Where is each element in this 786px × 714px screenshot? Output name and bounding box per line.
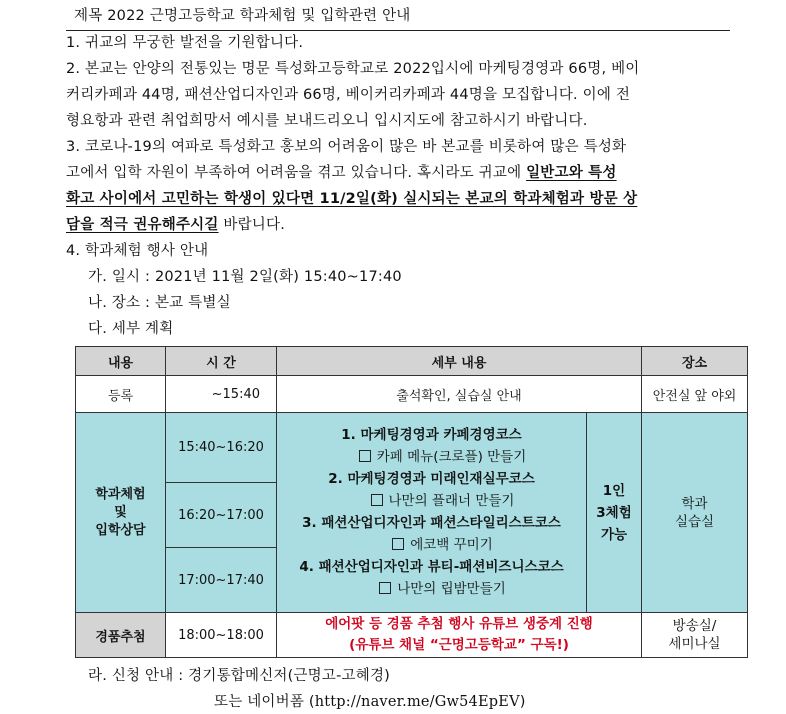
experience-content-line-2: 및	[114, 504, 127, 520]
checkbox-icon	[371, 494, 383, 506]
course-1-name: 1. 마케팅경영과 카페경영코스	[341, 426, 522, 443]
course-4-name: 4. 패션산업디자인과 뷰티-패션비즈니스코스	[299, 558, 564, 575]
table-row-prize	[76, 613, 748, 658]
prize-detail-line-2: (유튜브 채널 “근명고등학교” 구독!)	[349, 637, 569, 653]
header-detail: 세부 내용	[277, 347, 642, 376]
p3-line-4-emphasis: 담을 적극 권유해주시길	[66, 217, 219, 233]
capacity-line-1: 1인	[602, 482, 626, 499]
event-schedule-table	[75, 346, 748, 658]
header-place: 장소	[642, 347, 748, 376]
paragraph-2-line-1	[66, 59, 730, 79]
experience-place	[642, 413, 748, 613]
title-underline	[66, 30, 730, 31]
schedule-plan-label: 다. 세부 계획	[88, 321, 174, 337]
prize-place	[642, 613, 748, 658]
header-content: 내용	[76, 347, 166, 376]
form-prefix: 또는 네이버폼 (	[214, 694, 315, 710]
section-4-heading: 4. 학과체험 행사 안내	[66, 243, 209, 259]
prize-detail-line-1: 에어팟 등 경품 추첨 행사 유튜브 생중계 진행	[325, 616, 593, 632]
paragraph-3-line-4	[66, 215, 285, 235]
prize-detail	[277, 613, 642, 658]
paragraph-2-line-3: 형요항과 관련 취업희망서 예시를 보내드리오니 입시지도에 참고하시기 바랍니다.	[66, 113, 588, 129]
experience-course-list	[277, 413, 587, 613]
capacity-line-3: 가능	[600, 526, 628, 543]
register-place: 안전실 앞 야외	[642, 376, 748, 413]
checkbox-icon	[379, 582, 391, 594]
course-3-activity-label: 에코백 꾸미기	[410, 536, 493, 553]
application-guide: 라. 신청 안내 : 경기통합메신저(근명고-고혜경)	[88, 668, 391, 684]
schedule-date: 가. 일시 : 2021년 11월 2일(화) 15:40~17:40	[88, 269, 402, 285]
checkbox-icon	[392, 538, 404, 550]
header-time: 시 간	[166, 347, 277, 376]
checkbox-icon	[359, 450, 371, 462]
experience-place-line-2: 실습실	[674, 513, 715, 530]
prize-time: 18:00~18:00	[166, 613, 277, 658]
course-3-activity	[277, 533, 586, 557]
doc-title: 제목 2022 근명고등학교 학과체험 및 입학관련 안내	[74, 8, 411, 24]
table-row-register	[76, 376, 748, 413]
table-row-experience-1	[76, 413, 748, 483]
experience-place-line-1: 학과	[681, 495, 708, 512]
paragraph-3-line-1: 3. 코로나-19의 여파로 특성화고 홍보의 어려움이 많은 바 본교를 비롯하여 많은 특성화	[66, 139, 627, 155]
p2-text-1: 2. 본교는 안양의 전통있는 명문 특성화고등학교로 2022입시에 마케팅경영과 66명, 베이	[66, 61, 640, 77]
table-header-row	[76, 347, 748, 376]
course-1-activity	[277, 445, 586, 469]
form-url-link[interactable]: http://naver.me/Gw54EpEV	[314, 694, 520, 710]
register-content: 등록	[76, 376, 166, 413]
p3-line-2-emphasis: 일반고와 특성	[526, 165, 617, 181]
schedule-place: 나. 장소 : 본교 특별실	[88, 295, 231, 311]
experience-time-3: 17:00~17:40	[166, 548, 277, 613]
register-detail: 출석확인, 실습실 안내	[277, 376, 642, 413]
prize-place-line-1: 방송실/	[672, 618, 717, 634]
paragraph-2-line-2	[66, 85, 730, 105]
course-1-activity-label: 카페 메뉴(크로플) 만들기	[376, 448, 527, 465]
experience-content	[76, 413, 166, 613]
capacity-line-2: 3체험	[596, 504, 632, 521]
paragraph-3-line-3: 화고 사이에서 고민하는 학생이 있다면 11/2일(화) 실시되는 본교의 학과체험과 방문 상	[66, 191, 638, 207]
prize-place-line-2: 세미나실	[668, 636, 721, 652]
experience-time-2: 16:20~17:00	[166, 483, 277, 548]
p3-line-4-plain: 바랍니다.	[218, 217, 286, 233]
course-2-name: 2. 마케팅경영과 미래인재실무코스	[328, 470, 535, 487]
register-time: ~15:40	[166, 376, 277, 413]
course-4-activity-label: 나만의 립밤만들기	[397, 580, 506, 597]
experience-capacity	[587, 413, 642, 613]
experience-content-line-3: 입학상담	[95, 522, 146, 538]
course-3-name: 3. 패션산업디자인과 패션스타일리스트코스	[302, 514, 561, 531]
p3-line-2-plain: 고에서 입학 자원이 부족하여 어려움을 겪고 있습니다. 혹시라도 귀교에	[66, 165, 527, 181]
paragraph-1: 1. 귀교의 무궁한 발전을 기원합니다.	[66, 35, 304, 51]
form-suffix: )	[519, 694, 526, 710]
experience-content-line-1: 학과체험	[95, 486, 146, 502]
course-4-activity	[277, 577, 586, 601]
application-form-line	[214, 692, 526, 712]
p2-text-2: 커리카페과 44명, 패션산업디자인과 66명, 베이커리카페과 44명을 모집합니다. 이에 전	[66, 87, 631, 103]
prize-content: 경품추첨	[76, 613, 166, 658]
course-2-activity-label: 나만의 플래너 만들기	[388, 492, 515, 509]
paragraph-3-line-2	[66, 163, 617, 183]
course-2-activity	[277, 489, 586, 513]
experience-time-1: 15:40~16:20	[166, 413, 277, 483]
